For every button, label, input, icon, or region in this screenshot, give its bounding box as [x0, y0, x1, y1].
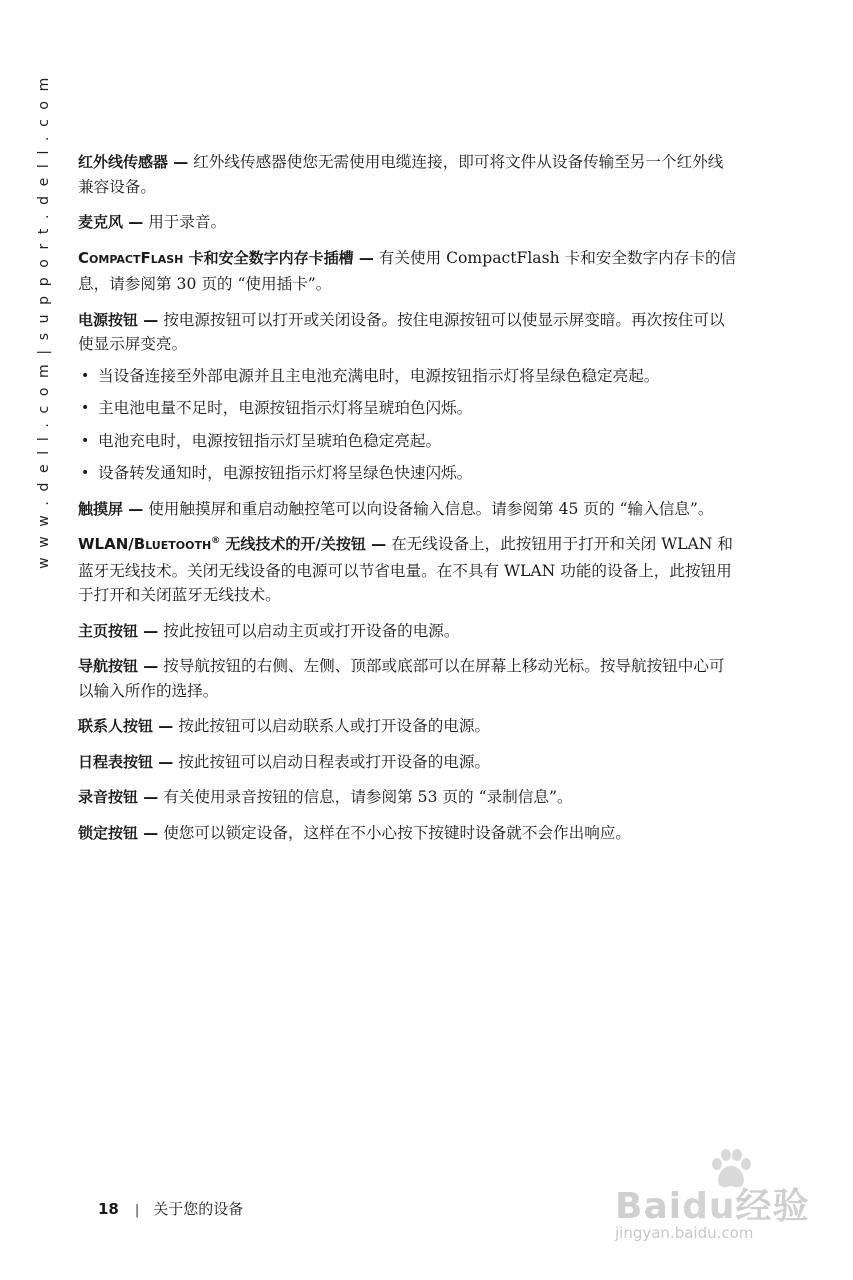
term-part: WLAN/B: [78, 535, 146, 553]
side-url-label: w w w . d e l l . c o m | s u p p o r t . d e l l . c o m: [36, 75, 52, 569]
list-item: • 当设备连接至外部电源并且主电池充满电时，电源按钮指示灯将呈绿色稳定亮起。: [78, 364, 738, 389]
para-nav-button: [78, 654, 738, 703]
term-label: [78, 535, 386, 553]
term-label: 录音按钮 —: [78, 788, 159, 806]
para-contacts-button: [78, 714, 738, 739]
side-url-text: [34, 75, 54, 569]
watermark-url: jingyan.baidu.com: [615, 1224, 754, 1242]
term-part: F: [140, 248, 151, 267]
para-text: 用于录音。: [143, 213, 227, 231]
term-label: 导航按钮 —: [78, 657, 159, 675]
term-label: 麦克风 —: [78, 213, 144, 231]
brand-part: 经验: [735, 1186, 810, 1227]
term-label: [78, 249, 374, 267]
term-label: 锁定按钮 —: [78, 823, 159, 842]
term-part: 无线技术的开/关按钮 —: [220, 535, 387, 553]
term-label: 联系人按钮 —: [78, 717, 174, 735]
registered-mark: ®: [211, 536, 221, 546]
term-part: LUETOOTH: [145, 539, 212, 552]
term-label: 触摸屏 —: [78, 499, 144, 518]
para-text: 有关使用 CompactFlash 卡和安全数字内存卡的信息，请参阅第 30 页的 “使用插卡”。: [78, 248, 737, 293]
term-label: 主页按钮 —: [78, 621, 159, 640]
para-touch-screen: [78, 497, 738, 522]
para-text: 使用触摸屏和重启动触控笔可以向设备输入信息。请参阅第 45 页的 “输入信息”。: [143, 499, 714, 518]
section-title: 关于您的设备: [153, 1200, 244, 1218]
term-part: C: [78, 248, 90, 267]
para-text: 按导航按钮的右侧、左侧、顶部或底部可以在屏幕上移动光标。按导航按钮中心可以输入所作的选择。: [78, 657, 725, 700]
para-text: 有关使用录音按钮的信息，请参阅第 53 页的 “录制信息”。: [158, 788, 573, 806]
baidu-watermark: [615, 1148, 815, 1248]
brand-part: Bai: [615, 1186, 683, 1227]
list-item: • 设备转发通知时，电源按钮指示灯将呈绿色快速闪烁。: [78, 461, 738, 486]
term-label: 日程表按钮 —: [78, 752, 174, 771]
term-label: 电源按钮 —: [78, 310, 159, 329]
para-text: 使您可以锁定设备，这样在不小心按下按键时设备就不会作出响应。: [158, 823, 632, 842]
para-lock-button: [78, 821, 738, 846]
para-text: 按电源按钮可以打开或关闭设备。按住电源按钮可以使显示屏变暗。再次按住可以使显示屏变亮。: [78, 310, 725, 353]
page-footer: [98, 1198, 243, 1219]
para-home-button: [78, 619, 738, 644]
list-item: • 电池充电时，电源按钮指示灯呈琥珀色稳定亮起。: [78, 429, 738, 454]
list-item: • 主电池电量不足时，电源按钮指示灯将呈琥珀色闪烁。: [78, 396, 738, 421]
term-label: 红外线传感器 —: [78, 153, 189, 171]
para-microphone: [78, 210, 738, 235]
para-power-button: [78, 308, 738, 357]
para-calendar-button: [78, 750, 738, 775]
para-text: 按此按钮可以启动主页或打开设备的电源。: [158, 621, 460, 640]
page-number: 18: [98, 1200, 119, 1218]
term-part: LASH: [150, 252, 184, 266]
para-wlan-button: [78, 532, 738, 608]
para-text: 在无线设备上，此按钮用于打开和关闭 WLAN 和蓝牙无线技术。关闭无线设备的电源可以节省电量。在不具有 WLAN 功能的设备上，此按钮用于打开和关闭蓝牙无线技术。: [78, 535, 733, 604]
power-bullet-list: [78, 364, 738, 486]
watermark-brand: [615, 1178, 810, 1229]
para-text: 按此按钮可以启动联系人或打开设备的电源。: [173, 717, 491, 735]
brand-part: du: [682, 1186, 736, 1227]
para-record-button: [78, 785, 738, 810]
para-cf-slot: [78, 246, 738, 297]
page-content: [78, 150, 738, 856]
para-text: 红外线传感器使您无需使用电缆连接，即可将文件从设备传输至另一个红外线兼容设备。: [78, 153, 724, 196]
para-infrared-sensor: [78, 150, 738, 199]
footer-separator: |: [134, 1203, 140, 1218]
term-part: OMPACT: [89, 252, 141, 266]
para-text: 按此按钮可以启动日程表或打开设备的电源。: [173, 752, 491, 771]
term-part: 卡和安全数字内存卡插槽 —: [183, 248, 374, 267]
